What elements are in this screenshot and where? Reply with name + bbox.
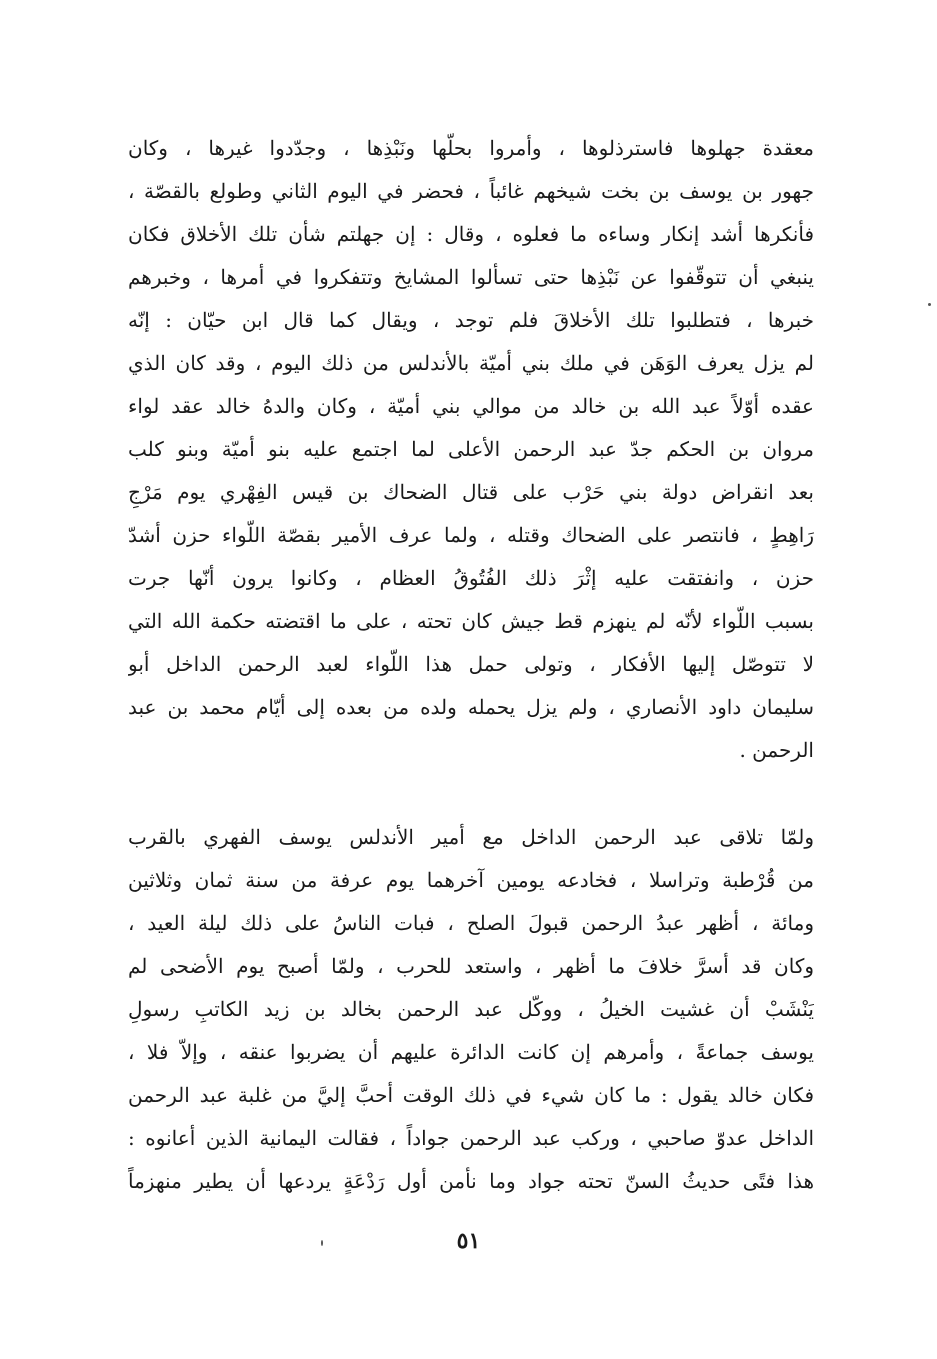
text-line: يَنْشَبْ أن غشيت الخيلُ ، ووكّل عبد الرحمن بخالد بن زيد الكاتبِ رسولِ — [128, 997, 814, 1021]
page-number: ٥١ — [456, 1228, 481, 1254]
text-line: هذا فتًى حديثُ السنّ تحته جواد وما نأمن أول رَدْعَةٍ يردعها أن يطير منهزماً — [128, 1169, 814, 1193]
text-line: الداخل عدوّ صاحبي ، وركب عبد الرحمن جواداً ، فقالت اليمانية الذين أعانوه : — [128, 1126, 814, 1150]
text-line: عقده أوّلاً عبد الله بن خالد من موالي بني أميّة ، وكان والدهُ خالد عقد لواء — [128, 394, 814, 418]
scan-speck — [321, 1240, 323, 1246]
text-line: فأنكرها أشد إنكار وساءه ما فعلوه ، وقال : إن جهلتم شأن تلك الأخلاق فكان — [128, 222, 814, 246]
text-line: ولمّا تلاقى عبد الرحمن الداخل مع أمير الأندلس يوسف الفهري بالقرب — [128, 825, 814, 849]
text-line: معقدة جهلوها فاسترذلوها ، وأمروا بحلّها ونَبْذِها ، وجدّدوا غيرها ، وكان — [128, 136, 814, 160]
text-line: الرحمن . — [739, 738, 814, 762]
text-line: جهور بن يوسف بن بخت شيخهم غائباً ، فحضر في اليوم الثاني وطولع بالقصّة ، — [128, 179, 814, 203]
text-line: فكان خالد يقول : ما كان شيء في ذلك الوقت أحبَّ إليَّ من غلبة عبد الرحمن — [128, 1083, 814, 1107]
text-line: من قُرْطبة وتراسلا ، فخادعه يومين آخرهما يوم عرفة من سنة ثمان وثلاثين — [128, 868, 814, 892]
paragraph-1 — [128, 127, 814, 772]
text-line: لم يزل يعرف الوَهَن في ملك بني أميّة بالأندلس من ذلك اليوم ، وقد كان الذي — [128, 351, 814, 375]
text-line: وكان قد أسرَّ خلافَ ما أظهر ، واستعد للحرب ، ولمّا أصبح يوم الأضحى لم — [128, 954, 814, 978]
text-line: بعد انقراض دولة بني حَرْب على قتال الضحاك بن قيس الفِهْري يوم مَرْجِ — [128, 480, 814, 504]
paragraph-2 — [128, 816, 814, 1203]
scan-speck — [928, 303, 931, 306]
text-line: حزن ، وانفتقت عليه إثْرَ ذلك الفُتُوقُ العظام ، وكانوا يرون أنّها جرت — [128, 566, 814, 590]
text-line: رَاهِطٍ ، فانتصر على الضحاك وقتله ، ولما عرف الأمير بقصّة اللّواء حزن أشدّ — [128, 523, 814, 547]
text-line: يوسف جماعةً ، وأمرهم إن كانت الدائرة عليهم أن يضربوا عنقه ، وإلاّ فلا ، — [128, 1040, 814, 1064]
text-line: خبرها ، فتطلبوا تلك الأخلاقَ فلم توجد ، ويقال كما قال ابن حيّان : إنّه — [128, 308, 814, 332]
text-line: بسبب اللّواء لأنّه لم ينهزم قط جيش كان تحته ، على ما اقتضته حكمة الله التي — [128, 609, 814, 633]
text-line: ينبغي أن تتوقّفوا عن نَبْذِها حتى تسألوا المشايخ وتتفكروا في أمرها ، وخبرهم — [128, 265, 814, 289]
text-line: لا تتوصّل إليها الأفكار ، وتولى حمل هذا اللّواء لعبد الرحمن الداخل أبو — [128, 652, 814, 676]
text-line: مروان بن الحكم جدّ عبد الرحمن الأعلى لما اجتمع عليه بنو أميّة وبنو كلب — [128, 437, 814, 461]
text-line: ومائة ، أظهر عبدُ الرحمن قبولَ الصلح ، فبات الناسُ على ذلك ليلة العيد ، — [128, 911, 814, 935]
text-line: سليمان داود الأنصاري ، ولم يزل يحمله ولده من بعده إلى أيّام محمد بن عبد — [128, 695, 814, 719]
